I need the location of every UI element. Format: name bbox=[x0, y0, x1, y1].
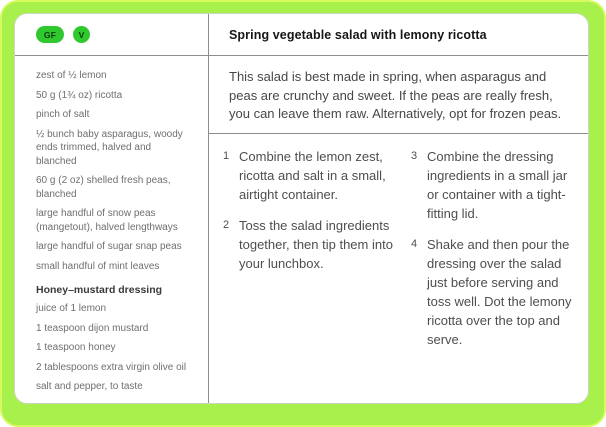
badges-row bbox=[15, 14, 208, 56]
main-panel bbox=[208, 56, 589, 403]
ingredient-item: 50 g (1¾ oz) ricotta bbox=[36, 89, 123, 101]
ingredient-item: pinch of salt bbox=[36, 109, 90, 120]
ingredient-item: large handful of snow peas (mangetout), halved lengthways bbox=[36, 208, 178, 233]
vegetarian-badge: V bbox=[73, 26, 90, 43]
step-text: Combine the dressing ingredients in a small jar or container with a tight-fitting lid. bbox=[427, 149, 568, 221]
intro-paragraph: This salad is best made in spring, when asparagus and peas are crunchy and sweet. If the peas are really fresh, you can leave them raw. Alternatively, opt for frozen peas. bbox=[229, 69, 562, 121]
step-item bbox=[223, 216, 399, 273]
ingredient-item: juice of 1 lemon bbox=[36, 303, 107, 314]
method-steps bbox=[209, 134, 589, 361]
intro-section bbox=[209, 56, 589, 134]
ingredient-item: zest of ½ lemon bbox=[36, 70, 107, 81]
ingredient-item: 60 g (2 oz) shelled fresh peas, blanched bbox=[36, 175, 171, 200]
gluten-free-badge: GF bbox=[36, 26, 64, 43]
recipe-title: Spring vegetable salad with lemony ricotta bbox=[229, 27, 487, 42]
ingredient-item: ½ bunch baby asparagus, woody ends trimmed, halved and blanched bbox=[36, 128, 183, 167]
step-item bbox=[411, 147, 581, 223]
step-text: Toss the salad ingredients together, then tip them into your lunchbox. bbox=[239, 218, 393, 271]
ingredient-item: 2 tablespoons extra virgin olive oil bbox=[36, 361, 187, 373]
ingredient-item: large handful of sugar snap peas bbox=[36, 241, 182, 252]
step-text: Combine the lemon zest, ricotta and salt in a small, airtight container. bbox=[239, 149, 386, 202]
ingredient-item: 1 teaspoon dijon mustard bbox=[36, 322, 149, 334]
ingredient-item: 1 teaspoon honey bbox=[36, 342, 116, 353]
ingredient-item: small handful of mint leaves bbox=[36, 260, 160, 272]
ingredient-item: salt and pepper, to taste bbox=[36, 381, 143, 392]
step-text: Shake and then pour the dressing over the salad just before serving and toss well. Dot the lemony ricotta over the top and serve. bbox=[427, 237, 572, 347]
step-number: 4 bbox=[411, 238, 418, 250]
title-bar bbox=[208, 14, 589, 56]
step-number: 3 bbox=[411, 150, 418, 162]
steps-column-left bbox=[223, 147, 399, 361]
step-number: 1 bbox=[223, 150, 230, 162]
dressing-subheading: Honey–mustard dressing bbox=[36, 284, 163, 296]
ingredients-panel bbox=[15, 56, 208, 403]
step-item bbox=[411, 235, 581, 349]
recipe-card bbox=[14, 13, 589, 404]
step-number: 2 bbox=[223, 219, 230, 231]
step-item bbox=[223, 147, 399, 204]
steps-column-right bbox=[411, 147, 581, 361]
